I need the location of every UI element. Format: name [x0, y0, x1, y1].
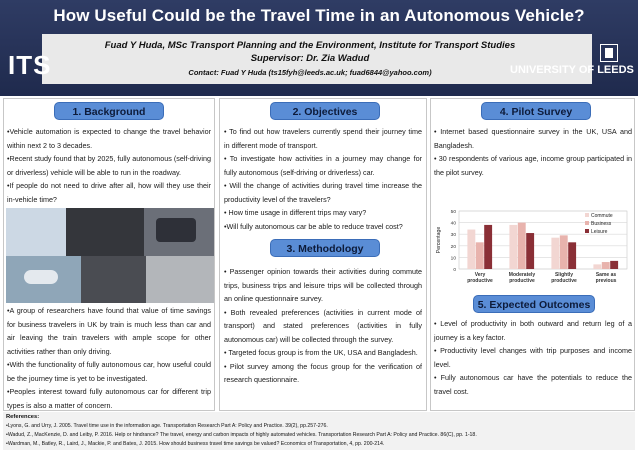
bar-business — [602, 262, 610, 269]
bar-commute — [593, 264, 601, 269]
bar-leisure — [484, 225, 492, 269]
legend-swatch — [585, 221, 589, 225]
reference-item: •Lyons, G. and Urry, J. 2005. Travel time use in the information age. Transportation Research Part A: Policy and Practice. 39(2), pp.257-276. — [6, 423, 328, 429]
x-tick-label: Moderately — [508, 272, 536, 278]
bullet: • 30 respondents of various age, income group participated in the pilot survey. — [434, 154, 632, 177]
bar-business — [476, 242, 484, 269]
contact-line: Contact: Fuad Y Huda (ts15fyh@leeds.ac.uk; fuad6844@yahoo.com) — [188, 68, 432, 77]
bar-commute — [467, 230, 475, 269]
bar-business — [518, 223, 526, 269]
bar-business — [560, 235, 568, 269]
background-text — [7, 125, 211, 206]
y-tick-label: 0 — [453, 268, 456, 273]
bullet: • Will the change of activities during travel time increase the productivity level of the travelers? — [224, 181, 422, 204]
y-tick-label: 40 — [450, 221, 456, 227]
objectives-panel — [219, 98, 427, 411]
bullet: •With the functionality of fully autonomous car, how useful could be the journey time is yet to be investigated. — [7, 360, 211, 383]
bar-leisure — [526, 233, 534, 269]
x-tick-label: productive — [467, 278, 493, 284]
outcomes-heading: 5. Expected Outcomes — [473, 295, 595, 313]
legend-label: Business — [591, 221, 612, 227]
pilot-panel — [430, 98, 635, 411]
y-tick-label: 50 — [450, 210, 456, 215]
legend-swatch — [585, 213, 589, 217]
legend-label: Leisure — [591, 229, 608, 235]
leeds-logo: UNIVERSITY OF LEEDS — [510, 64, 634, 76]
bullet: • Internet based questionnaire survey in the UK, USA and Bangladesh. — [434, 127, 632, 150]
bullet: • Both revealed preferences (activities in current mode of transport) and stated preferences (activities in fully autonomous car) will be collected through the survey. — [224, 307, 422, 344]
poster-header — [0, 0, 638, 96]
bullet: • To find out how travelers currently spend their journey time in different mode of transport. — [224, 127, 422, 150]
bullet: • To investigate how activities in a journey may change for fully autonomous (self-driving or driverless) car. — [224, 154, 422, 177]
references-section — [3, 412, 635, 450]
references-heading: References: — [6, 414, 40, 420]
author-line: Fuad Y Huda, MSc Transport Planning and the Environment, Institute for Transport Studies — [104, 40, 516, 51]
supervisor-line: Supervisor: Dr. Zia Wadud — [250, 53, 370, 64]
y-tick-label: 20 — [450, 244, 456, 250]
bullet: •Vehicle automation is expected to change the travel behavior within next 2 to 3 decades. — [7, 127, 211, 150]
x-tick-label: productive — [551, 278, 577, 284]
background-heading: 1. Background — [54, 102, 164, 120]
bullet: • Passenger opinion towards their activities during commute trips, business trips and leisure trips will be collected through an online questionnaire survey. — [224, 267, 422, 303]
bar-commute — [551, 238, 559, 269]
legend-label: Commute — [591, 213, 613, 219]
leeds-crest-icon — [600, 44, 618, 62]
bar-leisure — [610, 261, 618, 269]
x-tick-label: Same as — [595, 272, 617, 278]
bullet: •Recent study found that by 2025, fully autonomous (self-driving or driverless) vehicle will be able to run in the roadway. — [7, 154, 211, 177]
bullet: • Level of productivity in both outward and return leg of a journey is a key factor. — [434, 319, 632, 342]
productivity-bar-chart — [433, 207, 632, 291]
autonomous-car-photo-collage — [6, 208, 214, 303]
bullet: •Will fully autonomous car be able to reduce travel cost? — [224, 221, 403, 231]
background-panel — [3, 98, 215, 411]
objectives-text — [224, 125, 422, 233]
x-tick-label: Slightly — [554, 272, 574, 278]
its-logo: ITS — [8, 50, 52, 80]
x-tick-label: Very — [474, 272, 486, 278]
bar-commute — [509, 225, 517, 269]
bullet: •If people do not need to drive after all, how will they use their in-vehicle time? — [7, 181, 211, 204]
poster-title: How Useful Could be the Travel Time in an Autonomous Vehicle? — [53, 6, 585, 25]
pilot-heading: 4. Pilot Survey — [481, 102, 591, 120]
methodology-heading: 3. Methodology — [270, 239, 380, 257]
x-tick-label: previous — [595, 278, 617, 284]
y-tick-label: 10 — [450, 256, 456, 262]
bar-leisure — [568, 242, 576, 269]
bullet: •Peoples interest toward fully autonomous car for different trip types is also a matter of concern. — [7, 387, 211, 410]
bullet: • Productivity level changes with trip purposes and income level. — [434, 346, 632, 369]
reference-item: •Wardman, M., Batley, R., Laird, J., Mackie, P. and Bates, J. 2015. How should business travel time savings be valued? Economics of Transportation, 4, pp. 200-214. — [6, 441, 385, 447]
bullet: • Pilot survey among the focus group for the verification of research questionnaire. — [224, 361, 422, 384]
bullet: •A group of researchers have found that value of time savings for business travelers in UK by train is much less than car and air leaving the train travelers with ample scope for other activities rather than only driving. — [7, 306, 211, 356]
reference-item: •Wadud, Z., MacKenzie, D. and Leiby, P. 2016. Help or hindrance? The travel, energy and carbon impacts of highly automated vehicles. Transportation Research Part A: Policy and Practice. 86(C), pp. 1-18. — [6, 432, 477, 438]
outcomes-text — [434, 317, 632, 398]
pilot-text — [434, 125, 632, 179]
bullet: • How time usage in different trips may vary? — [224, 208, 367, 217]
legend-swatch — [585, 229, 589, 233]
background-text-lower — [7, 304, 211, 412]
x-tick-label: productive — [509, 278, 535, 284]
y-axis-label: Percentage — [436, 226, 442, 254]
methodology-text — [224, 265, 422, 387]
bullet: • Fully autonomous car have the potentials to reduce the travel cost. — [434, 373, 632, 396]
objectives-heading: 2. Objectives — [270, 102, 380, 120]
y-tick-label: 30 — [450, 233, 456, 239]
bullet: • Targeted focus group is from the UK, USA and Bangladesh. — [224, 348, 418, 357]
